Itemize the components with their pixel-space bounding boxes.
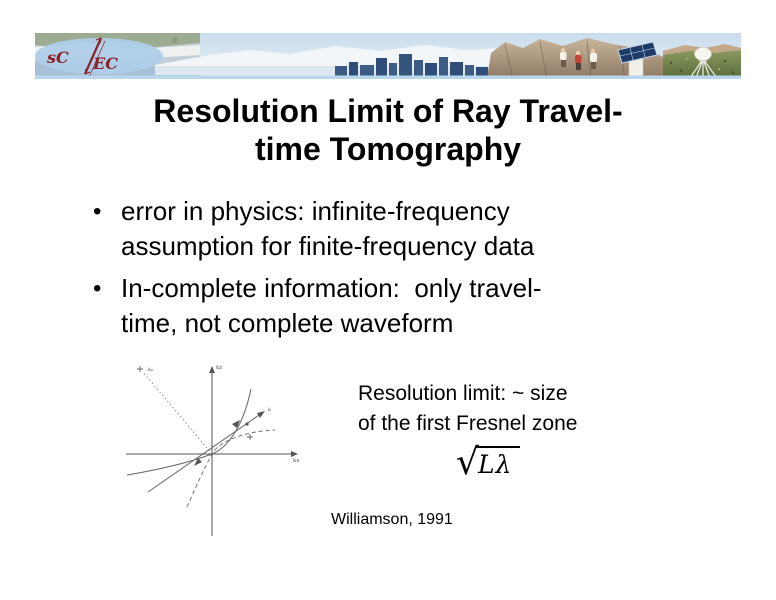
dot-marker xyxy=(245,422,248,425)
slide-title-line2: time Tomography xyxy=(254,131,522,167)
citation: Williamson, 1991 xyxy=(331,511,453,528)
bullet-text-1: error in physics: infinite-frequency assumption for finite-frequency data xyxy=(121,196,535,261)
gps-station-hill-photo xyxy=(663,44,741,79)
x-axis-label: kx xyxy=(293,458,300,464)
wavenumber-diagram-figure xyxy=(118,358,303,543)
plus-marker xyxy=(247,434,253,440)
radicand: Lλ xyxy=(476,446,520,480)
slide-title xyxy=(58,92,718,168)
dotted-line-label: k₀ xyxy=(148,367,154,373)
plus-marker xyxy=(137,366,143,372)
bullet-item-1 xyxy=(93,194,673,264)
bullet-marker: • xyxy=(93,275,102,302)
wavevector-arrow-line xyxy=(148,413,262,492)
y-axis-label: kz xyxy=(216,365,223,371)
bullet-item-2 xyxy=(93,271,673,341)
bullet-text-2: In-complete information: only travel- time, not complete waveform xyxy=(121,273,542,338)
wavenumber-diagram xyxy=(118,358,303,543)
diagram-axes xyxy=(126,366,298,536)
wavevector-arrowhead xyxy=(257,411,265,418)
arrow-label: k xyxy=(268,407,272,413)
banner-photo-collage xyxy=(35,33,741,79)
scec-logo-text-left: sC xyxy=(47,48,69,67)
dotted-wavevector-line xyxy=(143,372,212,454)
header-banner xyxy=(35,33,741,79)
banner-bottom-strip xyxy=(35,76,741,80)
bullet-marker: • xyxy=(93,198,102,225)
resolution-caption xyxy=(358,379,577,439)
curve-arrowhead xyxy=(232,420,240,428)
radical-symbol: √ xyxy=(456,442,479,483)
caption-line2: of the first Fresnel zone xyxy=(358,412,578,435)
dashed-curve xyxy=(187,430,275,507)
fresnel-formula xyxy=(456,442,520,483)
solid-dispersion-curve xyxy=(127,389,251,475)
slide-title-line1: Resolution Limit of Ray Travel- xyxy=(153,93,623,129)
bullet-list xyxy=(93,194,673,348)
caption-line1: Resolution limit: ~ size xyxy=(358,382,568,405)
scec-logo-text-right: EC xyxy=(93,54,118,73)
